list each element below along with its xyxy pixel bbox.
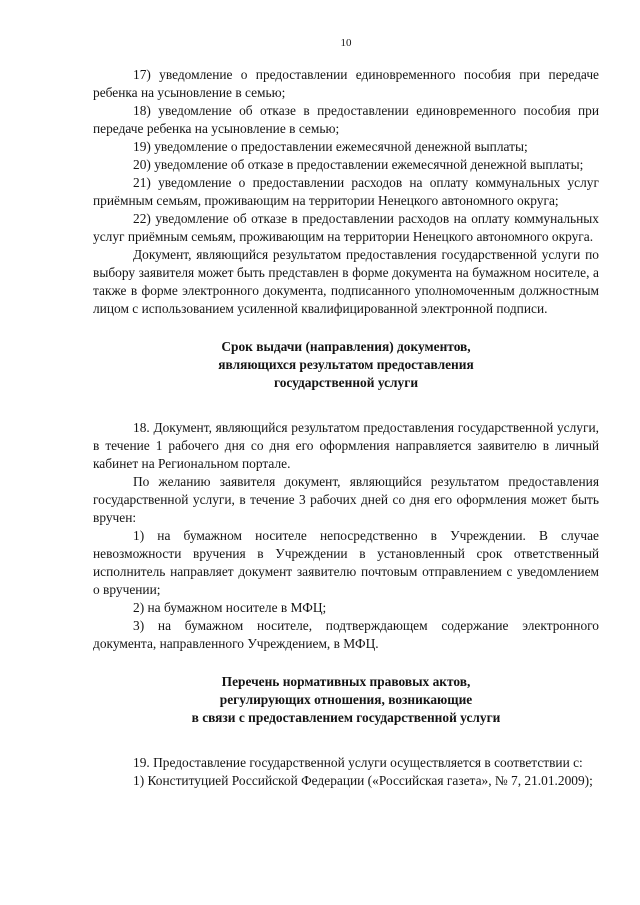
paragraph-clause-18: 18. Документ, являющийся результатом предоставления государственной услуги, в течение 1 рабочего дня со дня его оформления направляется заявителю в личный кабинет на Региональном портале. — [93, 420, 599, 471]
paragraph-item-17: 17) уведомление о предоставлении единовременного пособия при передаче ребенка на усыновление в семью; — [93, 67, 599, 100]
heading-line: являющихся результатом предоставления — [218, 357, 474, 372]
paragraph-result-document-form: Документ, являющийся результатом предоставления государственной услуги по выбору заявителя может быть представлен в форме документа на бумажном носителе, а также в форме электронного документа, подписанного уполномоченным должностным лицом с использованием усиленной квалифицированной электронной подписи. — [93, 247, 599, 316]
paragraph-clause-19: 19. Предоставление государственной услуги осуществляется в соответствии с: — [133, 755, 583, 770]
section-heading-legal-acts — [93, 673, 599, 727]
heading-line: государственной услуги — [273, 375, 419, 390]
paragraph-legal-act-1: 1) Конституцией Российской Федерации («Российская газета», № 7, 21.01.2009); — [133, 773, 593, 788]
paragraph-delivery-options: По желанию заявителя документ, являющийся результатом предоставления государственной услуги, в течение 3 рабочих дней со дня его оформления может быть вручен: — [93, 474, 599, 525]
heading-line: в связи с предоставлением государственной услуги — [191, 710, 501, 725]
paragraph-item-21: 21) уведомление о предоставлении расходов на оплату коммунальных услуг приёмным семьям, проживающим на территории Ненецкого автономного округа; — [93, 175, 599, 208]
page-number: 10 — [340, 37, 352, 49]
paragraph-item-20: 20) уведомление об отказе в предоставлении ежемесячной денежной выплаты; — [133, 157, 584, 172]
paragraph-item-18: 18) уведомление об отказе в предоставлении единовременного пособия при передаче ребенка на усыновление в семью; — [93, 103, 599, 136]
spacer — [93, 318, 599, 338]
spacer — [93, 727, 599, 754]
paragraph-delivery-option-2: 2) на бумажном носителе в МФЦ; — [133, 600, 327, 615]
heading-line: Срок выдачи (направления) документов, — [221, 339, 471, 354]
heading-line: регулирующих отношения, возникающие — [219, 692, 473, 707]
paragraph-item-19: 19) уведомление о предоставлении ежемесячной денежной выплаты; — [133, 139, 528, 154]
document-page — [93, 36, 599, 790]
spacer — [93, 653, 599, 673]
paragraph-delivery-option-3: 3) на бумажном носителе, подтверждающем содержание электронного документа, направленного Учреждением, в МФЦ. — [93, 618, 599, 651]
paragraph-delivery-option-1: 1) на бумажном носителе непосредственно в Учреждении. В случае невозможности вручения в Учреждении в установленный срок ответственный исполнитель направляет документ заявителю почтовым отправлением с уведомлением о вручении; — [93, 528, 599, 597]
section-heading-issue-period — [93, 338, 599, 392]
heading-line: Перечень нормативных правовых актов, — [221, 674, 471, 689]
paragraph-item-22: 22) уведомление об отказе в предоставлении расходов на оплату коммунальных услуг приёмным семьям, проживающим на территории Ненецкого автономного округа. — [93, 211, 599, 244]
spacer — [93, 392, 599, 419]
